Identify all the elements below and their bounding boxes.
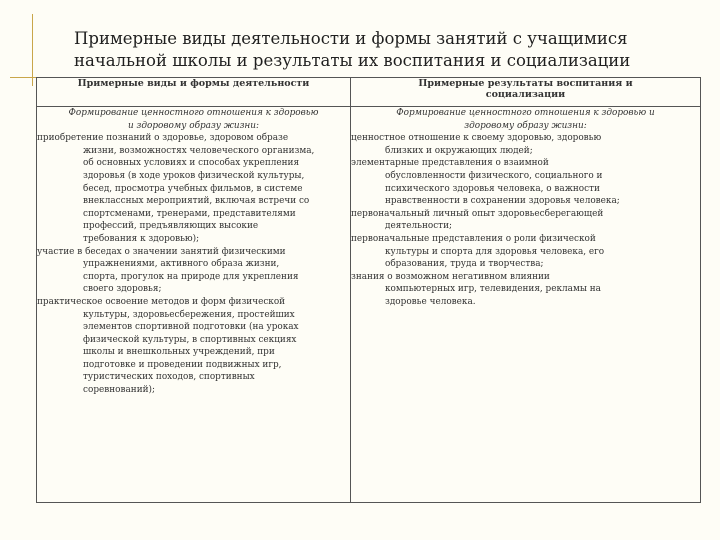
- header-results-label-2: социализации: [485, 89, 566, 100]
- list-item: здоровому образу жизни:: [464, 120, 587, 131]
- list-item: компьютерных игр, телевидения, рекламы на: [385, 284, 601, 295]
- header-results: [351, 78, 701, 107]
- list-item: жизни, возможностях человеческого организма,: [83, 145, 315, 156]
- list-item: близких и окружающих людей;: [385, 145, 533, 156]
- slide-title: [74, 28, 684, 72]
- list-item: школы и внешкольных учреждений, при: [83, 347, 275, 358]
- list-item: культуры и спорта для здоровья человека, его: [385, 246, 605, 257]
- list-item: ценностное отношение к своему здоровью, здоровью: [351, 133, 602, 144]
- list-item: упражнениями, активного образа жизни,: [83, 259, 280, 270]
- list-item: первоначальный личный опыт здоровьесберегающей: [351, 208, 604, 219]
- list-item: туристических походов, спортивных: [83, 372, 255, 383]
- list-item: и здоровому образу жизни:: [128, 120, 259, 131]
- list-item: об основных условиях и способах укрепления: [83, 158, 300, 169]
- list-item: психического здоровья человека, о важности: [385, 183, 600, 194]
- list-item: своего здоровья;: [83, 284, 162, 295]
- slide-title-line-1: Примерные виды деятельности и формы занятий с учащимися: [74, 29, 628, 48]
- list-item: элементарные представления о взаимной: [351, 158, 549, 169]
- list-item: физической культуры, в спортивных секциях: [83, 334, 297, 345]
- results-cell: [351, 107, 701, 503]
- table-body-row: [37, 107, 701, 503]
- table-header-row: [37, 78, 701, 107]
- list-item: знания о возможном негативном влиянии: [351, 271, 550, 282]
- list-item: культуры, здоровьесбережения, простейших: [83, 309, 295, 320]
- list-item: деятельности;: [385, 221, 452, 232]
- list-item: обусловленности физического, социального и: [385, 170, 603, 181]
- list-item: здоровье человека.: [385, 296, 476, 307]
- list-item: элементов спортивной подготовки (на уроках: [83, 322, 299, 333]
- list-item: участие в беседах о значении занятий физическими: [37, 246, 286, 257]
- header-activities: [37, 78, 351, 107]
- header-activities-label: Примерные виды и формы деятельности: [77, 78, 310, 89]
- list-item: внеклассных мероприятий, включая встречи со: [83, 196, 310, 207]
- list-item: нравственности в сохранении здоровья человека;: [385, 196, 620, 207]
- list-item: подготовке и проведении подвижных игр,: [83, 359, 282, 370]
- list-item: первоначальные представления о роли физической: [351, 233, 596, 244]
- slide-title-line-2: начальной школы и результаты их воспитания и социализации: [74, 51, 631, 70]
- list-item: Формирование ценностного отношения к здоровью и: [396, 108, 655, 118]
- list-item: практическое освоение методов и форм физической: [37, 296, 286, 307]
- activities-results-table: [36, 77, 701, 503]
- list-item: профессий, предъявляющих высокие: [83, 221, 259, 232]
- decorative-vertical-line: [32, 14, 33, 86]
- list-item: приобретение познаний о здоровье, здоровом образе: [37, 133, 289, 144]
- list-item: соревнований);: [83, 385, 155, 396]
- list-item: здоровья (в ходе уроков физической культуры,: [83, 170, 305, 181]
- header-results-label-1: Примерные результаты воспитания и: [418, 78, 633, 89]
- list-item: требования к здоровью);: [83, 233, 200, 244]
- list-item: спорта, прогулок на природе для укрепления: [83, 271, 299, 282]
- activities-cell: [37, 107, 351, 503]
- list-item: спортсменами, тренерами, представителями: [83, 208, 296, 219]
- list-item: образования, труда и творчества;: [385, 259, 544, 270]
- list-item: Формирование ценностного отношения к здоровью: [68, 108, 319, 118]
- list-item: бесед, просмотра учебных фильмов, в системе: [83, 183, 303, 194]
